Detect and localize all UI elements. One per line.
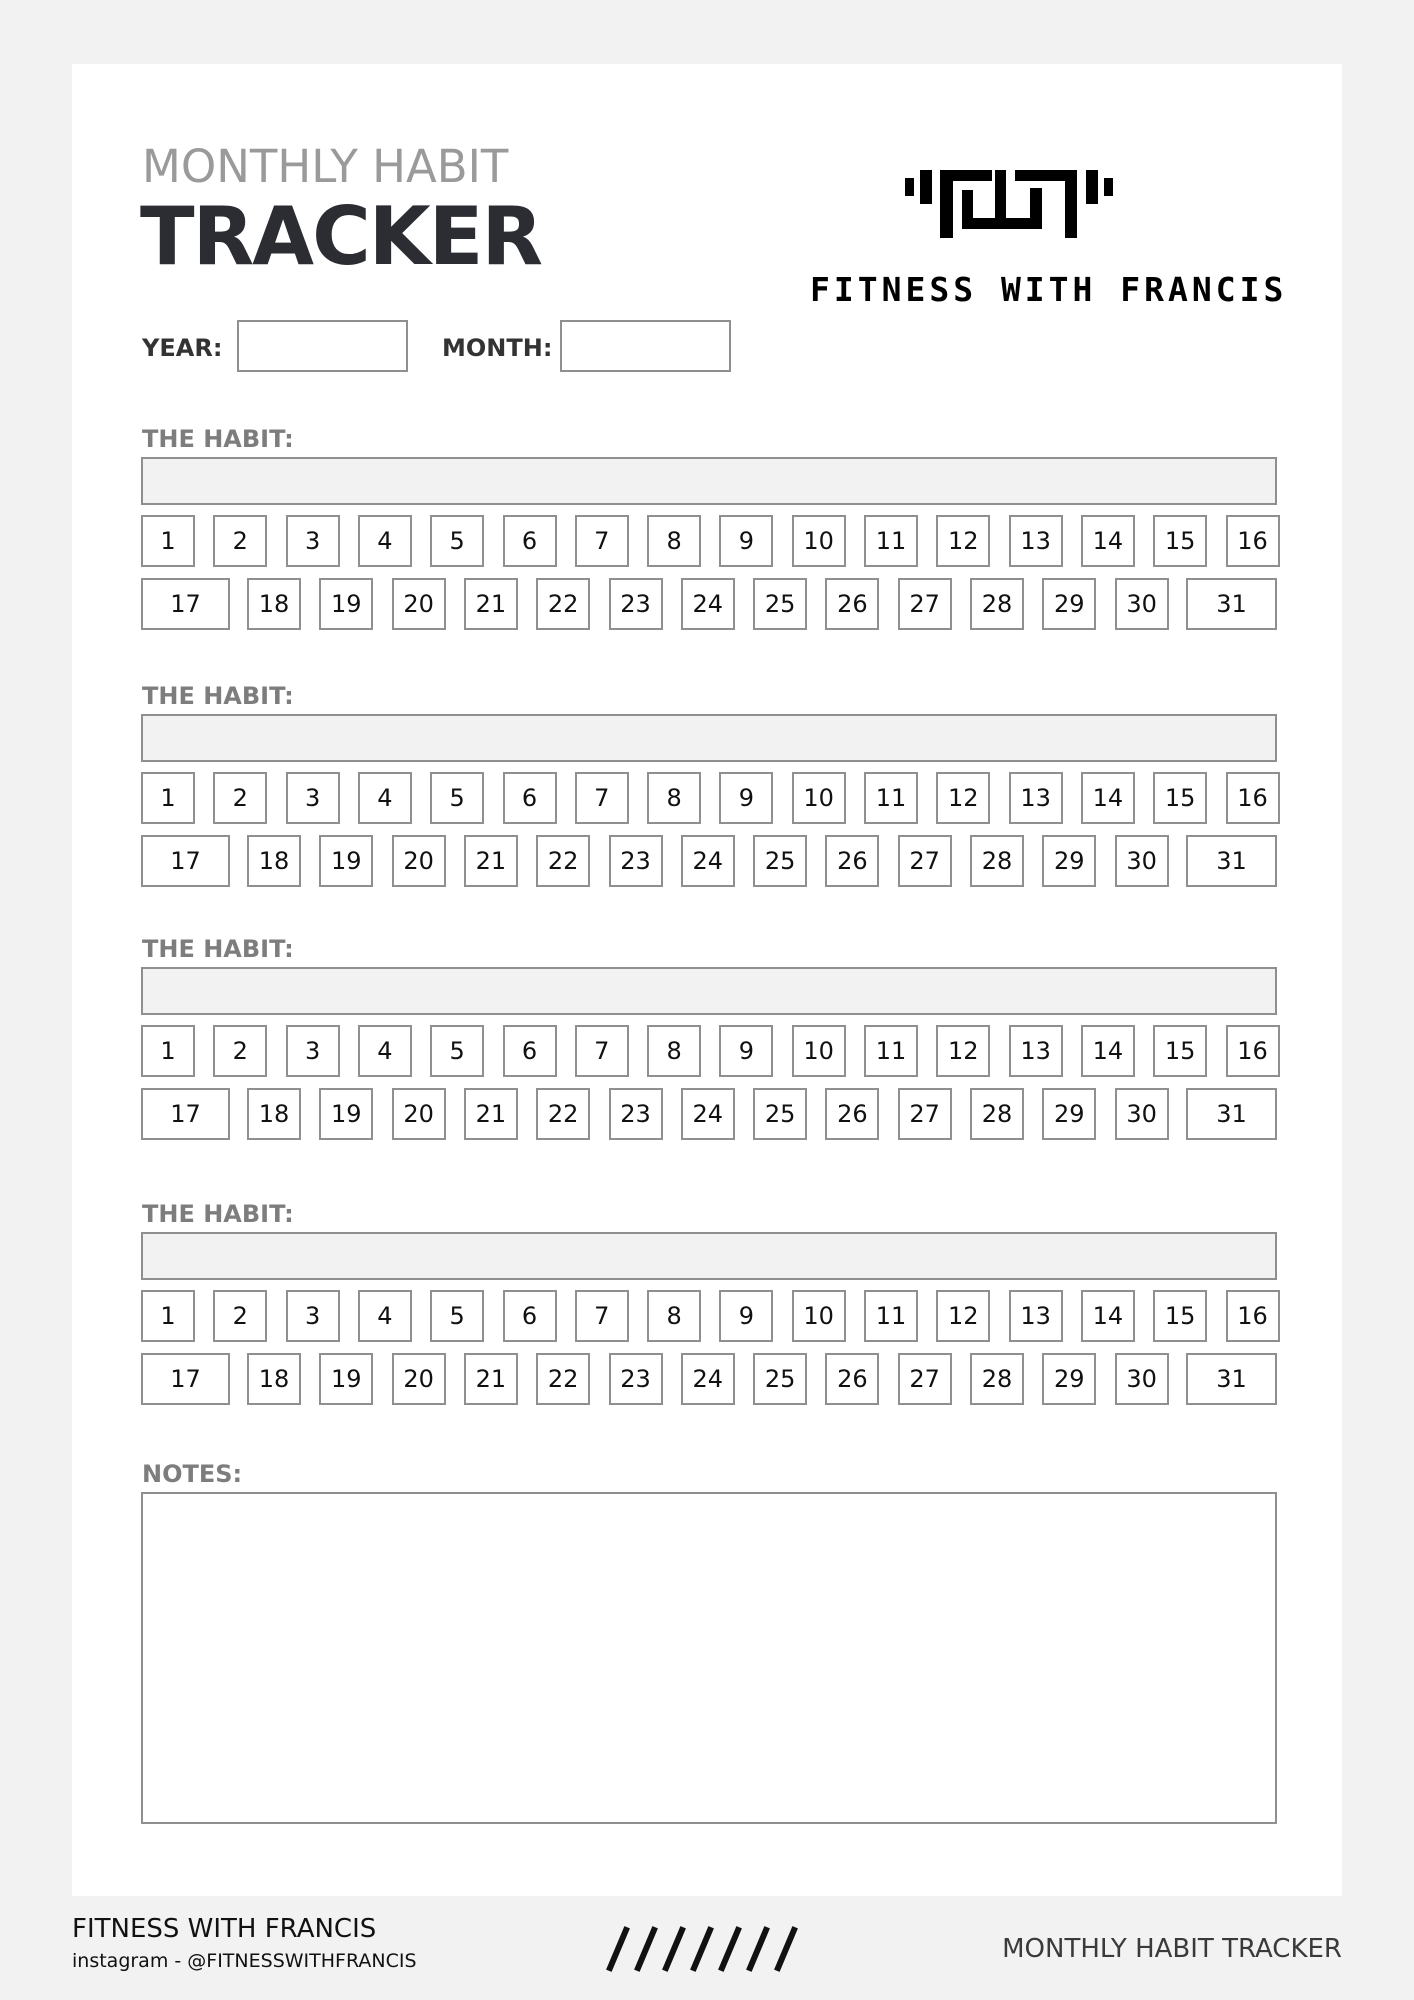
day-checkbox[interactable]: 9 [719, 772, 773, 824]
day-checkbox[interactable]: 2 [213, 515, 267, 567]
day-checkbox[interactable]: 2 [213, 1025, 267, 1077]
day-checkbox[interactable]: 7 [575, 772, 629, 824]
day-checkbox[interactable]: 10 [792, 1290, 846, 1342]
day-checkbox[interactable]: 14 [1081, 1025, 1135, 1077]
day-checkbox[interactable]: 21 [464, 1353, 518, 1405]
day-checkbox[interactable]: 5 [430, 772, 484, 824]
day-checkbox[interactable]: 22 [536, 578, 590, 630]
day-checkbox[interactable]: 28 [970, 1353, 1024, 1405]
day-checkbox[interactable]: 8 [647, 1025, 701, 1077]
day-checkbox[interactable]: 26 [825, 1088, 879, 1140]
day-checkbox[interactable]: 19 [319, 578, 373, 630]
notes-box[interactable] [141, 1492, 1277, 1824]
day-checkbox[interactable]: 30 [1115, 1088, 1169, 1140]
day-checkbox[interactable]: 27 [898, 578, 952, 630]
day-checkbox[interactable]: 20 [392, 1353, 446, 1405]
day-checkbox[interactable]: 6 [503, 515, 557, 567]
day-checkbox[interactable]: 26 [825, 835, 879, 887]
day-checkbox[interactable]: 2 [213, 1290, 267, 1342]
day-checkbox[interactable]: 16 [1226, 772, 1280, 824]
day-checkbox[interactable]: 4 [358, 515, 412, 567]
footer-instagram: instagram - @FITNESSWITHFRANCIS [72, 1950, 417, 1972]
day-checkbox[interactable]: 23 [609, 578, 663, 630]
day-checkbox[interactable]: 7 [575, 1025, 629, 1077]
day-checkbox[interactable]: 1 [141, 1290, 195, 1342]
day-checkbox[interactable]: 20 [392, 1088, 446, 1140]
day-checkbox[interactable]: 5 [430, 1290, 484, 1342]
day-checkbox[interactable]: 10 [792, 515, 846, 567]
footer-brand: FITNESS WITH FRANCIS [72, 1914, 377, 1944]
day-checkbox[interactable]: 3 [286, 1290, 340, 1342]
day-checkbox[interactable]: 6 [503, 1290, 557, 1342]
day-checkbox[interactable]: 22 [536, 1088, 590, 1140]
day-checkbox[interactable]: 14 [1081, 1290, 1135, 1342]
day-checkbox[interactable]: 2 [213, 772, 267, 824]
day-checkbox[interactable]: 21 [464, 1088, 518, 1140]
day-checkbox[interactable]: 31 [1186, 1353, 1277, 1405]
day-checkbox[interactable]: 31 [1186, 578, 1277, 630]
fwf-logo-mark-icon [810, 160, 1260, 270]
day-checkbox[interactable]: 22 [536, 835, 590, 887]
day-checkbox[interactable]: 18 [247, 1353, 301, 1405]
day-checkbox[interactable]: 17 [141, 1088, 230, 1140]
day-checkbox[interactable]: 15 [1153, 772, 1207, 824]
day-checkbox[interactable]: 4 [358, 772, 412, 824]
habit-input[interactable] [141, 457, 1277, 505]
day-checkbox[interactable]: 3 [286, 1025, 340, 1077]
year-field[interactable] [237, 320, 408, 372]
day-checkbox[interactable]: 31 [1186, 835, 1277, 887]
day-checkbox[interactable]: 24 [681, 835, 735, 887]
day-checkbox[interactable]: 26 [825, 578, 879, 630]
day-checkbox[interactable]: 6 [503, 772, 557, 824]
month-label: MONTH: [442, 334, 553, 362]
day-checkbox[interactable]: 30 [1115, 578, 1169, 630]
day-checkbox[interactable]: 13 [1009, 1290, 1063, 1342]
day-checkbox[interactable]: 29 [1042, 1353, 1096, 1405]
day-checkbox[interactable]: 1 [141, 1025, 195, 1077]
day-checkbox[interactable]: 16 [1226, 1290, 1280, 1342]
title-line2: TRACKER [140, 190, 542, 283]
day-checkbox[interactable]: 13 [1009, 1025, 1063, 1077]
day-checkbox[interactable]: 25 [753, 835, 807, 887]
day-checkbox[interactable]: 12 [936, 772, 990, 824]
day-checkbox[interactable]: 16 [1226, 515, 1280, 567]
day-checkbox[interactable]: 28 [970, 578, 1024, 630]
habit-input[interactable] [141, 714, 1277, 762]
day-checkbox[interactable]: 8 [647, 772, 701, 824]
day-checkbox[interactable]: 4 [358, 1290, 412, 1342]
day-checkbox[interactable]: 23 [609, 1088, 663, 1140]
habit-label: THE HABIT: [142, 935, 294, 963]
year-label: YEAR: [142, 334, 223, 362]
day-checkbox[interactable]: 27 [898, 1088, 952, 1140]
day-checkbox[interactable]: 12 [936, 1290, 990, 1342]
day-checkbox[interactable]: 11 [864, 1025, 918, 1077]
day-checkbox[interactable]: 11 [864, 515, 918, 567]
day-checkbox[interactable]: 18 [247, 835, 301, 887]
day-checkbox[interactable]: 14 [1081, 772, 1135, 824]
day-checkbox[interactable]: 10 [792, 772, 846, 824]
day-checkbox[interactable]: 29 [1042, 578, 1096, 630]
day-checkbox[interactable]: 28 [970, 835, 1024, 887]
day-checkbox[interactable]: 7 [575, 515, 629, 567]
day-checkbox[interactable]: 24 [681, 1088, 735, 1140]
day-checkbox[interactable]: 15 [1153, 515, 1207, 567]
day-checkbox[interactable]: 30 [1115, 1353, 1169, 1405]
day-checkbox[interactable]: 14 [1081, 515, 1135, 567]
day-checkbox[interactable]: 15 [1153, 1025, 1207, 1077]
day-checkbox[interactable]: 24 [681, 1353, 735, 1405]
fwf-logo [810, 160, 1288, 320]
day-checkbox[interactable]: 17 [141, 835, 230, 887]
day-checkbox[interactable]: 19 [319, 1353, 373, 1405]
footer-title: MONTHLY HABIT TRACKER [1002, 1934, 1342, 1964]
habit-input[interactable] [141, 967, 1277, 1015]
day-checkbox[interactable]: 9 [719, 515, 773, 567]
day-checkbox[interactable]: 17 [141, 578, 230, 630]
month-field[interactable] [560, 320, 731, 372]
day-checkbox[interactable]: 12 [936, 1025, 990, 1077]
day-checkbox[interactable]: 8 [647, 1290, 701, 1342]
day-checkbox[interactable]: 29 [1042, 1088, 1096, 1140]
day-checkbox[interactable]: 9 [719, 1025, 773, 1077]
day-checkbox[interactable]: 11 [864, 1290, 918, 1342]
day-checkbox[interactable]: 21 [464, 578, 518, 630]
day-checkbox[interactable]: 5 [430, 515, 484, 567]
day-checkbox[interactable]: 1 [141, 515, 195, 567]
day-checkbox[interactable]: 24 [681, 578, 735, 630]
habit-label: THE HABIT: [142, 682, 294, 710]
day-checkbox[interactable]: 31 [1186, 1088, 1277, 1140]
day-checkbox[interactable]: 22 [536, 1353, 590, 1405]
day-checkbox[interactable]: 12 [936, 515, 990, 567]
day-checkbox[interactable]: 25 [753, 1353, 807, 1405]
day-checkbox[interactable]: 21 [464, 835, 518, 887]
day-checkbox[interactable]: 13 [1009, 772, 1063, 824]
logo-text: FITNESS WITH FRANCIS [810, 270, 1288, 309]
day-checkbox[interactable]: 5 [430, 1025, 484, 1077]
slash-divider-icon [598, 1924, 818, 1972]
habit-label: THE HABIT: [142, 1200, 294, 1228]
day-checkbox[interactable]: 23 [609, 1353, 663, 1405]
day-checkbox[interactable]: 20 [392, 835, 446, 887]
day-checkbox[interactable]: 23 [609, 835, 663, 887]
day-checkbox[interactable]: 25 [753, 1088, 807, 1140]
day-checkbox[interactable]: 18 [247, 1088, 301, 1140]
day-checkbox[interactable]: 26 [825, 1353, 879, 1405]
day-checkbox[interactable]: 29 [1042, 835, 1096, 887]
habit-input[interactable] [141, 1232, 1277, 1280]
day-checkbox[interactable]: 1 [141, 772, 195, 824]
day-checkbox[interactable]: 7 [575, 1290, 629, 1342]
day-checkbox[interactable]: 3 [286, 515, 340, 567]
notes-label: NOTES: [142, 1460, 243, 1488]
day-checkbox[interactable]: 27 [898, 835, 952, 887]
day-checkbox[interactable]: 11 [864, 772, 918, 824]
day-checkbox[interactable]: 28 [970, 1088, 1024, 1140]
day-checkbox[interactable]: 10 [792, 1025, 846, 1077]
title-line1: MONTHLY HABIT [142, 140, 509, 193]
day-checkbox[interactable]: 19 [319, 835, 373, 887]
day-checkbox[interactable]: 30 [1115, 835, 1169, 887]
day-checkbox[interactable]: 18 [247, 578, 301, 630]
day-checkbox[interactable]: 20 [392, 578, 446, 630]
day-checkbox[interactable]: 19 [319, 1088, 373, 1140]
day-checkbox[interactable]: 9 [719, 1290, 773, 1342]
day-checkbox[interactable]: 27 [898, 1353, 952, 1405]
day-checkbox[interactable]: 15 [1153, 1290, 1207, 1342]
day-checkbox[interactable]: 4 [358, 1025, 412, 1077]
day-checkbox[interactable]: 17 [141, 1353, 230, 1405]
day-checkbox[interactable]: 16 [1226, 1025, 1280, 1077]
day-checkbox[interactable]: 8 [647, 515, 701, 567]
day-checkbox[interactable]: 3 [286, 772, 340, 824]
day-checkbox[interactable]: 6 [503, 1025, 557, 1077]
day-checkbox[interactable]: 13 [1009, 515, 1063, 567]
habit-label: THE HABIT: [142, 425, 294, 453]
day-checkbox[interactable]: 25 [753, 578, 807, 630]
